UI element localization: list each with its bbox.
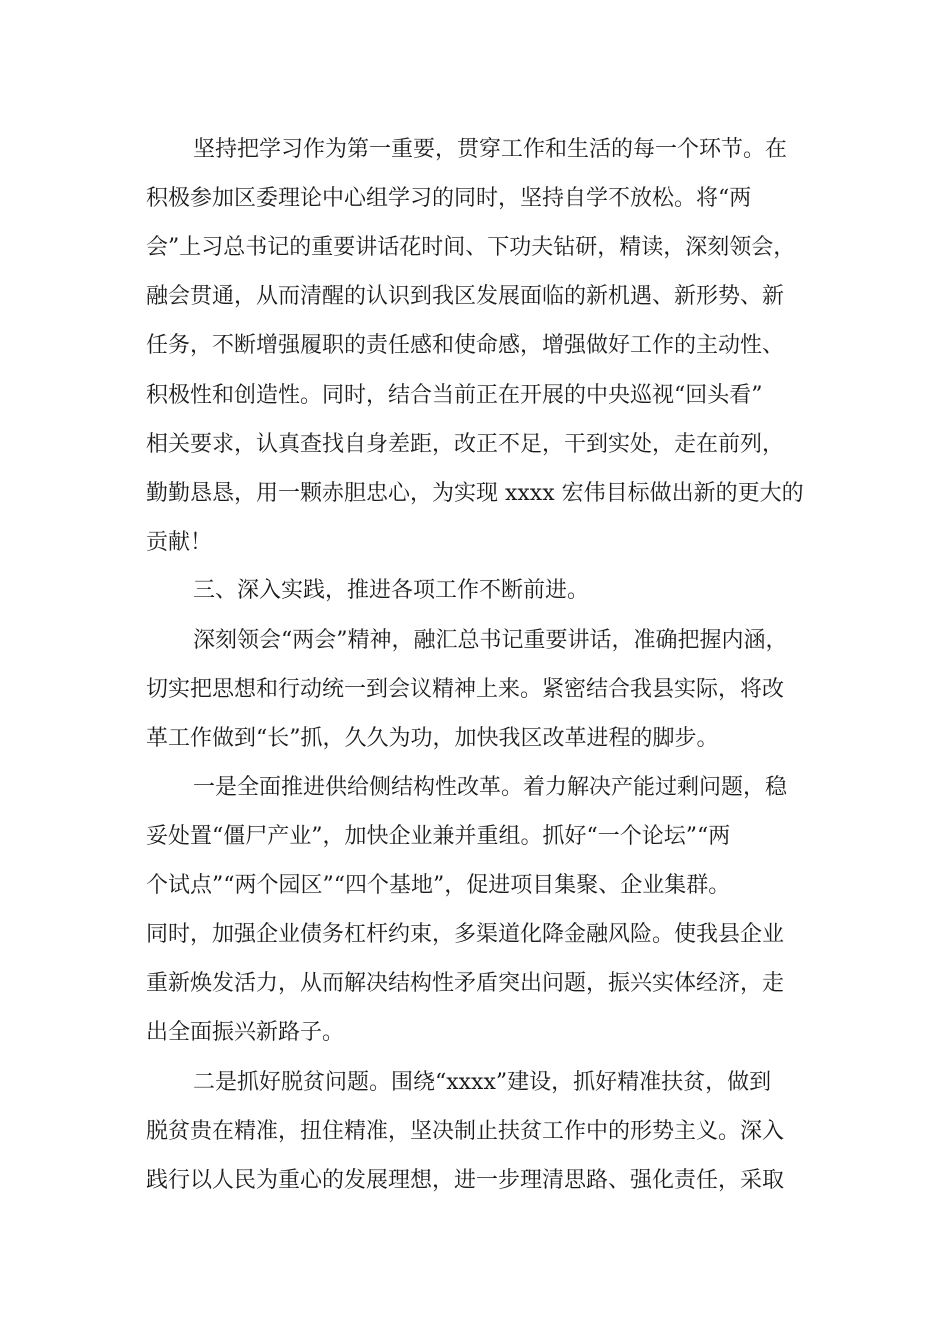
text-line: 革工作做到“长”抓，久久为功，加快我区改革进程的脚步。 bbox=[146, 726, 719, 751]
text-line: 贡献！ bbox=[146, 530, 213, 555]
text-line: 践行以人民为重心的发展理想，进一步理清思路、强化责任，采取 bbox=[146, 1168, 785, 1193]
text-line: 任务，不断增强履职的责任感和使命感，增强做好工作的主动性、 bbox=[146, 333, 785, 358]
text-line: 二是抓好脱贫问题。围绕“xxxx”建设，抓好精准扶贫，做到 bbox=[193, 1070, 772, 1095]
text-line: 会”上习总书记的重要讲话花时间、下功夫钻研，精读，深刻领会， bbox=[146, 235, 796, 260]
text-line: 一是全面推进供给侧结构性改革。着力解决产能过剩问题，稳 bbox=[193, 775, 788, 800]
text-line: 积极参加区委理论中心组学习的同时，坚持自学不放松。将“两 bbox=[146, 186, 752, 211]
text-line: 出全面振兴新路子。 bbox=[146, 1020, 345, 1045]
text-line: 同时，加强企业债务杠杆约束，多渠道化降金融风险。使我县企业 bbox=[146, 922, 785, 947]
text-line: 相关要求，认真查找自身差距，改正不足，干到实处，走在前列， bbox=[146, 432, 785, 457]
text-line: 积极性和创造性。同时，结合当前正在开展的中央巡视“回头看” bbox=[146, 383, 763, 408]
text-line: 个试点”“两个园区”“四个基地”，促进项目集聚、企业集群。 bbox=[146, 873, 731, 898]
text-line: 切实把思想和行动统一到会议精神上来。紧密结合我县实际，将改 bbox=[146, 677, 785, 702]
text-line: 勤勤恳恳，用一颗赤胆忠心，为实现 xxxx 宏伟目标做出新的更大的 bbox=[146, 481, 804, 506]
text-line: 妥处置“僵尸产业”，加快企业兼并重组。抓好“一个论坛”“两 bbox=[146, 824, 731, 849]
text-line: 深刻领会“两会”精神，融汇总书记重要讲话，准确把握内涵， bbox=[193, 628, 788, 653]
text-line: 融会贯通，从而清醒的认识到我区发展面临的新机遇、新形势、新 bbox=[146, 284, 785, 309]
section-heading: 三、深入实践，推进各项工作不断前进。 bbox=[193, 578, 590, 603]
text-line: 脱贫贵在精准，扭住精准，坚决制止扶贫工作中的形势主义。深入 bbox=[146, 1119, 785, 1144]
text-line: 坚持把学习作为第一重要，贯穿工作和生活的每一个环节。在 bbox=[193, 137, 788, 162]
text-line: 重新焕发活力，从而解决结构性矛盾突出问题，振兴实体经济，走 bbox=[146, 971, 785, 996]
